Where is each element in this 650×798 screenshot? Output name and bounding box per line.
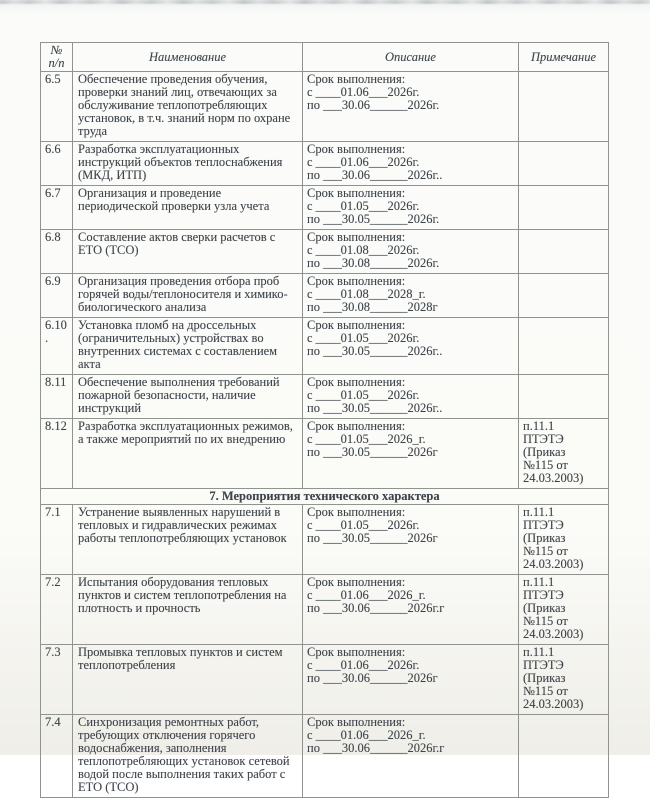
- text-line: ПТЭТЭ: [523, 432, 564, 446]
- text-line: (Приказ: [523, 601, 566, 615]
- cell-desc: [303, 274, 519, 318]
- cell-desc: [303, 72, 519, 142]
- text-line: Срок выполнения:: [307, 72, 406, 86]
- cell-note: [519, 230, 609, 274]
- table-row: [41, 186, 609, 230]
- table-row: [41, 645, 609, 715]
- text-line: с ____01.06___2026г.: [307, 85, 420, 99]
- cell-desc: [303, 142, 519, 186]
- header-cell-note: Примечание: [519, 43, 609, 72]
- text-line: по ___30.08______2028г: [307, 300, 438, 314]
- text-line: 6.6: [45, 142, 61, 156]
- cell-num: [41, 142, 73, 186]
- text-line: с ____01.05___2026г.: [307, 331, 420, 345]
- cell-desc: [303, 505, 519, 575]
- text-line: по ___30.05______2026г..: [307, 344, 443, 358]
- text-line: 24.03.2003): [523, 471, 584, 485]
- table-row: [41, 419, 609, 489]
- text-line: 6.10: [45, 318, 67, 332]
- text-line: по ___30.05______2026г.: [307, 212, 440, 226]
- text-line: п.11.1: [523, 645, 555, 659]
- text-line: с ____01.05___2026г.: [307, 518, 420, 532]
- text-line: 7.3: [45, 645, 61, 659]
- cell-name: Разработка эксплуатационных режимов, а также мероприятий по их внедрению: [73, 419, 303, 489]
- text-line: Срок выполнения:: [307, 645, 406, 659]
- cell-num: [41, 575, 73, 645]
- text-line: 24.03.2003): [523, 697, 584, 711]
- table-body: [41, 72, 609, 798]
- text-line: с ____01.05___2026_г.: [307, 432, 426, 446]
- cell-num: [41, 230, 73, 274]
- text-line: 6.5: [45, 72, 61, 86]
- text-line: по ___30.05______2026г: [307, 531, 438, 545]
- text-line: по ___30.05______2026г..: [307, 401, 443, 415]
- cell-desc: [303, 375, 519, 419]
- plan-table: [40, 42, 609, 798]
- table-header-row: [41, 43, 609, 72]
- cell-name: Составление актов сверки расчетов с ЕТО (ТСО): [73, 230, 303, 274]
- text-line: Срок выполнения:: [307, 505, 406, 519]
- cell-name: Обеспечение проведения обучения, проверки знаний лиц, отвечающих за обслуживание теплопотребляющих установок, в т.ч. знаний норм по охране труда: [73, 72, 303, 142]
- cell-note: [519, 142, 609, 186]
- text-line: №115 от: [523, 458, 568, 472]
- cell-desc: [303, 645, 519, 715]
- table-row: [41, 142, 609, 186]
- text-line: с ____01.06___2026г.: [307, 658, 420, 672]
- text-line: 6.9: [45, 274, 61, 288]
- cell-desc: [303, 186, 519, 230]
- text-line: №115 от: [523, 544, 568, 558]
- text-line: Срок выполнения:: [307, 715, 406, 729]
- text-line: 24.03.2003): [523, 557, 584, 571]
- text-line: №: [50, 43, 63, 57]
- text-line: с ____01.05___2026г.: [307, 199, 420, 213]
- text-line: с ____01.08___2026г.: [307, 243, 420, 257]
- table-row: [41, 318, 609, 375]
- scan-edge-artifact: [0, 0, 650, 4]
- cell-note: [519, 575, 609, 645]
- text-line: Срок выполнения:: [307, 375, 406, 389]
- text-line: 7.4: [45, 715, 61, 729]
- cell-desc: [303, 230, 519, 274]
- text-line: по ___30.06______2026г..: [307, 168, 443, 182]
- text-line: №115 от: [523, 684, 568, 698]
- text-line: Срок выполнения:: [307, 575, 406, 589]
- text-line: п/п: [48, 56, 65, 70]
- cell-note: [519, 72, 609, 142]
- text-line: Срок выполнения:: [307, 186, 406, 200]
- cell-desc: [303, 419, 519, 489]
- cell-num: [41, 318, 73, 375]
- text-line: ПТЭТЭ: [523, 658, 564, 672]
- text-line: по ___30.05______2026г: [307, 445, 438, 459]
- text-line: 8.12: [45, 419, 67, 433]
- cell-num: [41, 72, 73, 142]
- cell-name: Установка пломб на дроссельных (ограничительных) устройствах во внутренних системах с составлением акта: [73, 318, 303, 375]
- section-header-row: [41, 489, 609, 505]
- table-row: [41, 72, 609, 142]
- text-line: 7.1: [45, 505, 61, 519]
- cell-name: Устранение выявленных нарушений в тепловых и гидравлических режимах работы теплопотребляющих установок: [73, 505, 303, 575]
- table-row: [41, 575, 609, 645]
- text-line: с ____01.06___2026_г.: [307, 588, 426, 602]
- table-row: [41, 375, 609, 419]
- text-line: (Приказ: [523, 531, 566, 545]
- cell-note: [519, 274, 609, 318]
- cell-num: [41, 645, 73, 715]
- table-row: [41, 715, 609, 798]
- text-line: Срок выполнения:: [307, 274, 406, 288]
- cell-desc: [303, 318, 519, 375]
- table-row: [41, 505, 609, 575]
- section-header: 7. Мероприятия технического характера: [41, 489, 609, 505]
- text-line: по ___30.06______2026г.г: [307, 601, 445, 615]
- text-line: с ____01.08___2028_г.: [307, 287, 426, 301]
- cell-name: Испытания оборудования тепловых пунктов и систем теплопотребления на плотность и прочность: [73, 575, 303, 645]
- text-line: с ____01.06___2026г.: [307, 155, 420, 169]
- cell-name: Организация и проведение периодической проверки узла учета: [73, 186, 303, 230]
- text-line: по ___30.06______2026г.г: [307, 741, 445, 755]
- header-cell-name: Наименование: [73, 43, 303, 72]
- cell-num: [41, 505, 73, 575]
- cell-note: [519, 505, 609, 575]
- cell-num: [41, 186, 73, 230]
- cell-name: Обеспечение выполнения требований пожарной безопасности, наличие инструкций: [73, 375, 303, 419]
- text-line: (Приказ: [523, 671, 566, 685]
- text-line: ПТЭТЭ: [523, 518, 564, 532]
- cell-note: [519, 715, 609, 798]
- text-line: №115 от: [523, 614, 568, 628]
- cell-note: [519, 419, 609, 489]
- text-line: Срок выполнения:: [307, 142, 406, 156]
- text-line: 7.2: [45, 575, 61, 589]
- text-line: по ___30.06______2026г.: [307, 98, 440, 112]
- cell-num: [41, 715, 73, 798]
- text-line: по ___30.06______2026г: [307, 671, 438, 685]
- cell-desc: [303, 715, 519, 798]
- cell-note: [519, 645, 609, 715]
- text-line: Срок выполнения:: [307, 230, 406, 244]
- text-line: п.11.1: [523, 575, 555, 589]
- text-line: с ____01.06___2026_г.: [307, 728, 426, 742]
- header-cell-desc: Описание: [303, 43, 519, 72]
- text-line: .: [45, 331, 49, 345]
- text-line: с ____01.05___2026г.: [307, 388, 420, 402]
- cell-num: [41, 419, 73, 489]
- cell-desc: [303, 575, 519, 645]
- cell-num: [41, 274, 73, 318]
- text-line: ПТЭТЭ: [523, 588, 564, 602]
- cell-name: Промывка тепловых пунктов и систем теплопотребления: [73, 645, 303, 715]
- cell-note: [519, 186, 609, 230]
- cell-name: Организация проведения отбора проб горячей воды/теплоносителя и химико-биологического анализа: [73, 274, 303, 318]
- text-line: 24.03.2003): [523, 627, 584, 641]
- text-line: п.11.1: [523, 419, 555, 433]
- table-row: [41, 230, 609, 274]
- text-line: Срок выполнения:: [307, 318, 406, 332]
- text-line: Срок выполнения:: [307, 419, 406, 433]
- header-cell-num: [41, 43, 73, 72]
- cell-name: Синхронизация ремонтных работ, требующих отключения горячего водоснабжения, заполнения теплопотребляющих установок сетевой водой после выполнения таких работ с ЕТО (ТСО): [73, 715, 303, 798]
- text-line: 8.11: [45, 375, 67, 389]
- text-line: по ___30.08______2026г.: [307, 256, 440, 270]
- cell-note: [519, 318, 609, 375]
- cell-name: Разработка эксплуатационных инструкций объектов теплоснабжения (МКД, ИТП): [73, 142, 303, 186]
- cell-num: [41, 375, 73, 419]
- table-row: [41, 274, 609, 318]
- text-line: (Приказ: [523, 445, 566, 459]
- text-line: п.11.1: [523, 505, 555, 519]
- text-line: 6.8: [45, 230, 61, 244]
- cell-note: [519, 375, 609, 419]
- text-line: 6.7: [45, 186, 61, 200]
